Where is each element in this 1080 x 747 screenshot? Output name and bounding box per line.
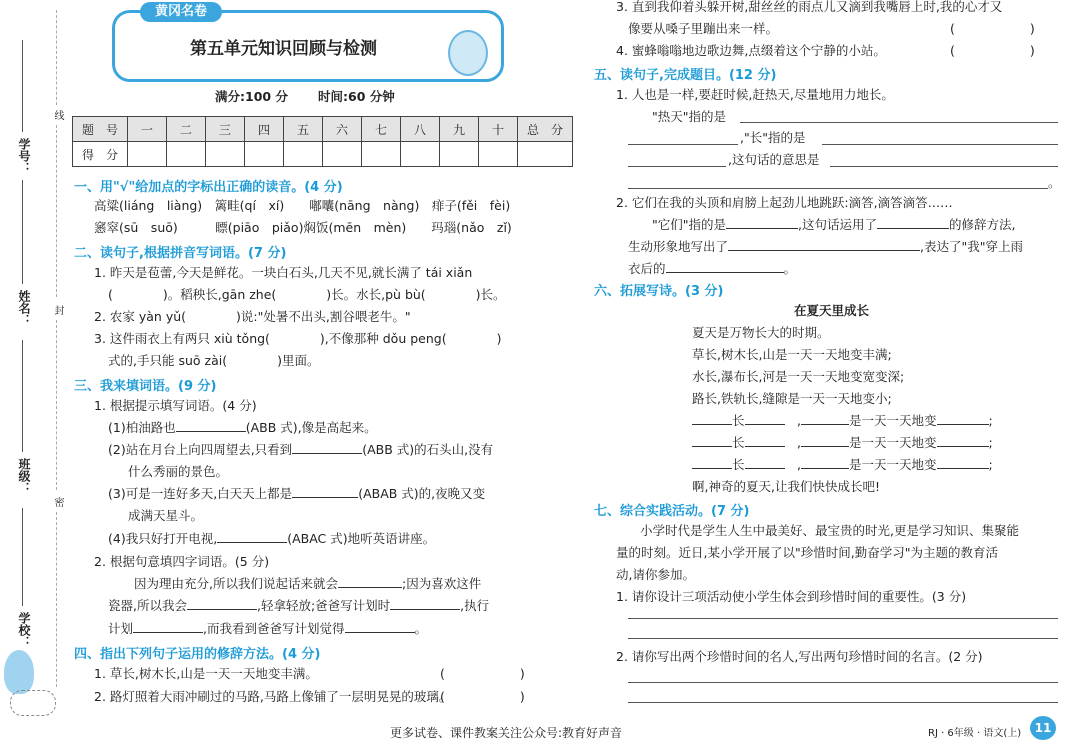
s3-line-11 [108,620,427,638]
answer-blank[interactable] [692,412,732,425]
section-3-title: 三、我来填词语。(9 分) [74,379,217,394]
score-input-cell[interactable] [479,142,518,167]
name-line-2 [22,180,23,284]
s2-line-5: 式的,手只能 suō zài( )里面。 [108,353,320,368]
s3-para-text: 。 [414,621,428,636]
s2-line-2: ( )。稻秧长,gān zhe( )长。水长,pù bù( )长。 [108,287,506,302]
score-header-cell: 五 [284,117,323,142]
rabbit-mascot-icon [448,30,488,76]
poem-fill-text: 是一天一天地变 [849,413,937,428]
score-header-cell: 二 [167,117,206,142]
s3-line-1: 1. 根据提示填写词语。(4 分) [94,398,257,413]
section-2-title: 二、读句子,根据拼音写词语。(7 分) [74,246,287,261]
s3-q2-text: (2)站在月台上向四周望去,只看到 [108,442,293,457]
s5-q2-b [628,238,1023,256]
s3-line-2 [108,419,377,437]
poem-fill-text: ; [988,435,993,450]
poem-fill-line-2: 长 , 是一天一天地变 ; [692,434,993,452]
score-header-cell: 三 [206,117,245,142]
answer-blank[interactable] [292,441,362,454]
page-number: 11 [1030,716,1056,740]
s7-q2: 2. 请你写出两个珍惜时间的名人,写出两句珍惜时间的名言。(2 分) [616,649,983,664]
s5-q2: 2. 它们在我的头顶和肩膀上起劲儿地跳跃:滴答,滴答滴答…… [616,195,953,210]
class-line [22,340,23,452]
score-row-label: 得 分 [73,142,128,167]
mascot-icon [4,650,34,694]
name-label: 姓名： [17,290,31,326]
s3-q2-hint: (ABB 式)的石头山,没有 [362,442,494,457]
score-header-cell: 九 [440,117,479,142]
class-label: 班级： [17,458,31,494]
poem-line-4: 路长,铁轨长,缝隙是一天一天地变小; [692,391,892,406]
cut-line [56,10,57,105]
name-line [22,40,23,132]
s3-line-10 [108,597,489,615]
answer-blank[interactable] [801,434,849,447]
s5-q2-text: ,表达了"我"穿上雨 [920,239,1023,254]
exam-time: 时间:60 分钟 [318,89,395,104]
score-input-cell[interactable] [206,142,245,167]
score-header-cell: 七 [362,117,401,142]
score-header-cell: 题 号 [73,117,128,142]
score-input-cell[interactable] [323,142,362,167]
s4-line-3: 3. 直到我仰着头躲开树,甜丝丝的雨点儿又滴到我嘴唇上时,我的心才又 [616,0,1003,14]
s3-para-text: 因为理由充分,所以我们说起话来就会 [134,576,338,591]
poem-title: 在夏天里成长 [794,303,870,318]
cut-line-3 [56,320,57,490]
poem-fill-text: 长 [732,413,745,428]
s5-q2-a [652,216,1015,234]
hole-punch-icon [10,690,56,716]
s3-line-7 [108,530,435,548]
s5-q2-text: ,这句话运用了 [798,217,877,232]
school-label: 学校： [17,612,31,648]
poem-fill-text: 是一天一天地变 [849,457,937,472]
score-header-cell: 十 [479,117,518,142]
answer-line[interactable] [822,144,1058,145]
answer-blank[interactable] [217,530,287,543]
answer-line[interactable] [830,166,1058,167]
poem-line-last: 啊,神奇的夏天,让我们快快成长吧! [692,479,880,494]
s3-line-3 [108,441,493,459]
s3-q4-text: (4)我只好打开电视, [108,531,218,546]
s3-q3-hint: (ABAB 式)的,夜晚又变 [358,486,486,501]
s5-q1-c: ,这句话的意思是 [728,152,820,167]
answer-blank[interactable] [745,434,785,447]
answer-blank[interactable] [292,485,358,498]
s4-line-5: 4. 蜜蜂嗡嗡地边歌边舞,点缀着这个宁静的小站。 [616,43,886,58]
s3-q3-text: (3)可是一连好多天,白天天上都是 [108,486,293,501]
s7-q1: 1. 请你设计三项活动使小学生体会到珍惜时间的重要性。(3 分) [616,589,967,604]
s4-line-2: 2. 路灯照着大雨冲刷过的马路,马路上像铺了一层明晃晃的玻璃。 [94,689,452,704]
seal-mark-mi: 密 [52,497,63,507]
answer-line[interactable] [628,702,1058,703]
s3-line-9 [134,575,481,593]
score-input-cell[interactable] [518,142,573,167]
score-input-cell[interactable] [128,142,167,167]
s7-para-1: 小学时代是学生人生中最美好、最宝贵的时光,更是学习知识、集聚能 [640,523,1019,538]
school-line [22,508,23,606]
answer-blank[interactable] [801,456,849,469]
s3-q1-hint: (ABB 式),像是高起来。 [245,420,377,435]
answer-blank[interactable] [666,260,784,273]
poem-line-3: 水长,瀑布长,河是一天一天地变宽变深; [692,369,905,384]
poem-fill-text: 长 [732,457,745,472]
s3-para-text: 计划 [108,621,134,636]
s1-line-1: 高粱(liáng liàng) 篱畦(qí xí) 嘟囔(nāng nàng) 痱子(fěi fèi) [94,198,511,213]
section-6-title: 六、拓展写诗。(3 分) [594,284,724,299]
s2-line-3: 2. 农家 yàn yǔ( )说:"处暑不出头,割谷喂老牛。" [94,309,411,324]
answer-blank[interactable] [877,216,949,229]
cut-line-2 [56,125,57,297]
answer-blank[interactable] [745,412,785,425]
score-input-cell[interactable] [284,142,323,167]
s3-line-5 [108,485,485,503]
s5-q2-text: 生动形象地写出了 [628,239,729,254]
answer-paren[interactable]: ( ) [440,666,525,681]
s3-line-6: 成满天星斗。 [128,508,204,523]
brand-logo: 黄冈名卷 [140,2,222,22]
answer-line[interactable] [628,618,1058,619]
section-7-title: 七、综合实践活动。(7 分) [594,504,750,519]
score-input-cell[interactable] [245,142,284,167]
s2-line-1: 1. 昨天是苞蕾,今天是鲜花。一块白石头,几天不见,就长满了 tái xiǎn [94,265,473,280]
score-header-cell: 一 [128,117,167,142]
answer-blank[interactable] [133,620,203,633]
s4-line-4: 像要从嗓子里蹦出来一样。 [628,21,779,36]
s3-para-text: ;因为喜欢这件 [401,576,482,591]
s2-line-4: 3. 这件雨衣上有两只 xiù tǒng( ),不像那种 dǒu peng( ) [94,331,502,346]
answer-line[interactable] [628,188,1048,189]
cut-line-4 [56,512,57,687]
full-score: 满分:100 分 [215,89,288,104]
s3-para-text: ,轻拿轻放;爸爸写计划时 [256,598,391,613]
answer-blank[interactable] [692,456,732,469]
grade-label: RJ · 6年级 · 语文(上) [928,728,1022,739]
answer-line[interactable] [628,682,1058,683]
score-header-cell: 八 [401,117,440,142]
poem-fill-text: 长 [732,435,745,450]
answer-blank[interactable] [187,597,257,610]
s7-para-2: 量的时刻。近日,某小学开展了以"珍惜时间,勤奋学习"为主题的教育活 [616,545,998,560]
s5-q1-a: "热天"指的是 [652,109,726,124]
student-number-label: 学号： [17,138,31,174]
poem-line-2: 草长,树木长,山是一天一天地变丰满; [692,347,892,362]
answer-paren[interactable]: ( ) [440,689,525,704]
score-input-cell[interactable] [167,142,206,167]
s5-q2-text: 。 [783,261,797,276]
answer-blank[interactable] [726,216,798,229]
s3-q1-text: (1)柏油路也 [108,420,176,435]
answer-line[interactable] [628,144,738,145]
s5-q2-text: 衣后的 [628,261,666,276]
poem-fill-text: ; [988,457,993,472]
answer-paren[interactable]: ( ) [950,21,1035,36]
poem-fill-line-3: 长 , 是一天一天地变 ; [692,456,993,474]
section-1-title: 一、用"√"给加点的字标出正确的读音。(4 分) [74,180,343,195]
s5-q1: 1. 人也是一样,要赶时候,赶热天,尽量地用力地长。 [616,87,894,102]
answer-blank[interactable] [937,456,989,469]
s3-line-8: 2. 根据句意填四字词语。(5 分) [94,554,270,569]
answer-blank[interactable] [937,412,989,425]
score-header-cell: 四 [245,117,284,142]
answer-blank[interactable] [745,456,785,469]
seal-mark-xian: 线 [52,110,63,120]
poem-fill-text: ; [988,413,993,428]
s1-line-2: 窸窣(sū suō) 瞟(piāo piǎo)焖饭(mēn mèn) 玛瑙(nǎo zǐ) [94,220,512,235]
s3-line-4: 什么秀丽的景色。 [128,464,229,479]
footer-note: 更多试卷、课件教案关注公众号:教育好声音 [390,726,623,740]
s5-q1-b: ,"长"指的是 [740,130,806,145]
s3-para-text: ,执行 [460,598,490,613]
answer-blank[interactable] [692,434,732,447]
score-input-cell[interactable] [440,142,479,167]
answer-line[interactable] [740,122,1058,123]
score-table [72,116,573,167]
s5-q2-text: 的修辞方法, [948,217,1016,232]
s3-para-text: 瓷器,所以我会 [108,598,187,613]
answer-line[interactable] [628,166,726,167]
poem-line-1: 夏天是万物长大的时期。 [692,325,830,340]
seal-mark-feng: 封 [52,305,63,315]
s3-para-text: ,而我看到爸爸写计划觉得 [203,621,345,636]
score-header-cell: 六 [323,117,362,142]
s3-q4-hint: (ABAC 式)地听英语讲座。 [287,531,436,546]
answer-blank[interactable] [338,575,402,588]
answer-blank[interactable] [937,434,989,447]
section-5-title: 五、读句子,完成题目。(12 分) [594,68,777,83]
page-title: 第五单元知识回顾与检测 [190,39,377,59]
poem-fill-text: 是一天一天地变 [849,435,937,450]
s7-para-3: 动,请你参加。 [616,567,695,582]
answer-blank[interactable] [390,597,460,610]
answer-blank[interactable] [345,620,415,633]
s5-q1-d: 。 [1048,175,1061,190]
s5-q2-c [628,260,796,278]
score-header-cell: 总 分 [518,117,573,142]
answer-blank[interactable] [728,238,920,251]
poem-fill-line-1: 长 , 是一天一天地变 ; [692,412,993,430]
s4-line-1: 1. 草长,树木长,山是一天一天地变丰满。 [94,666,318,681]
answer-paren[interactable]: ( ) [950,43,1035,58]
answer-blank[interactable] [801,412,849,425]
answer-blank[interactable] [176,419,246,432]
s5-q2-text: "它们"指的是 [652,217,726,232]
answer-line[interactable] [628,638,1058,639]
section-4-title: 四、指出下列句子运用的修辞方法。(4 分) [74,647,321,662]
score-input-cell[interactable] [362,142,401,167]
score-input-cell[interactable] [401,142,440,167]
